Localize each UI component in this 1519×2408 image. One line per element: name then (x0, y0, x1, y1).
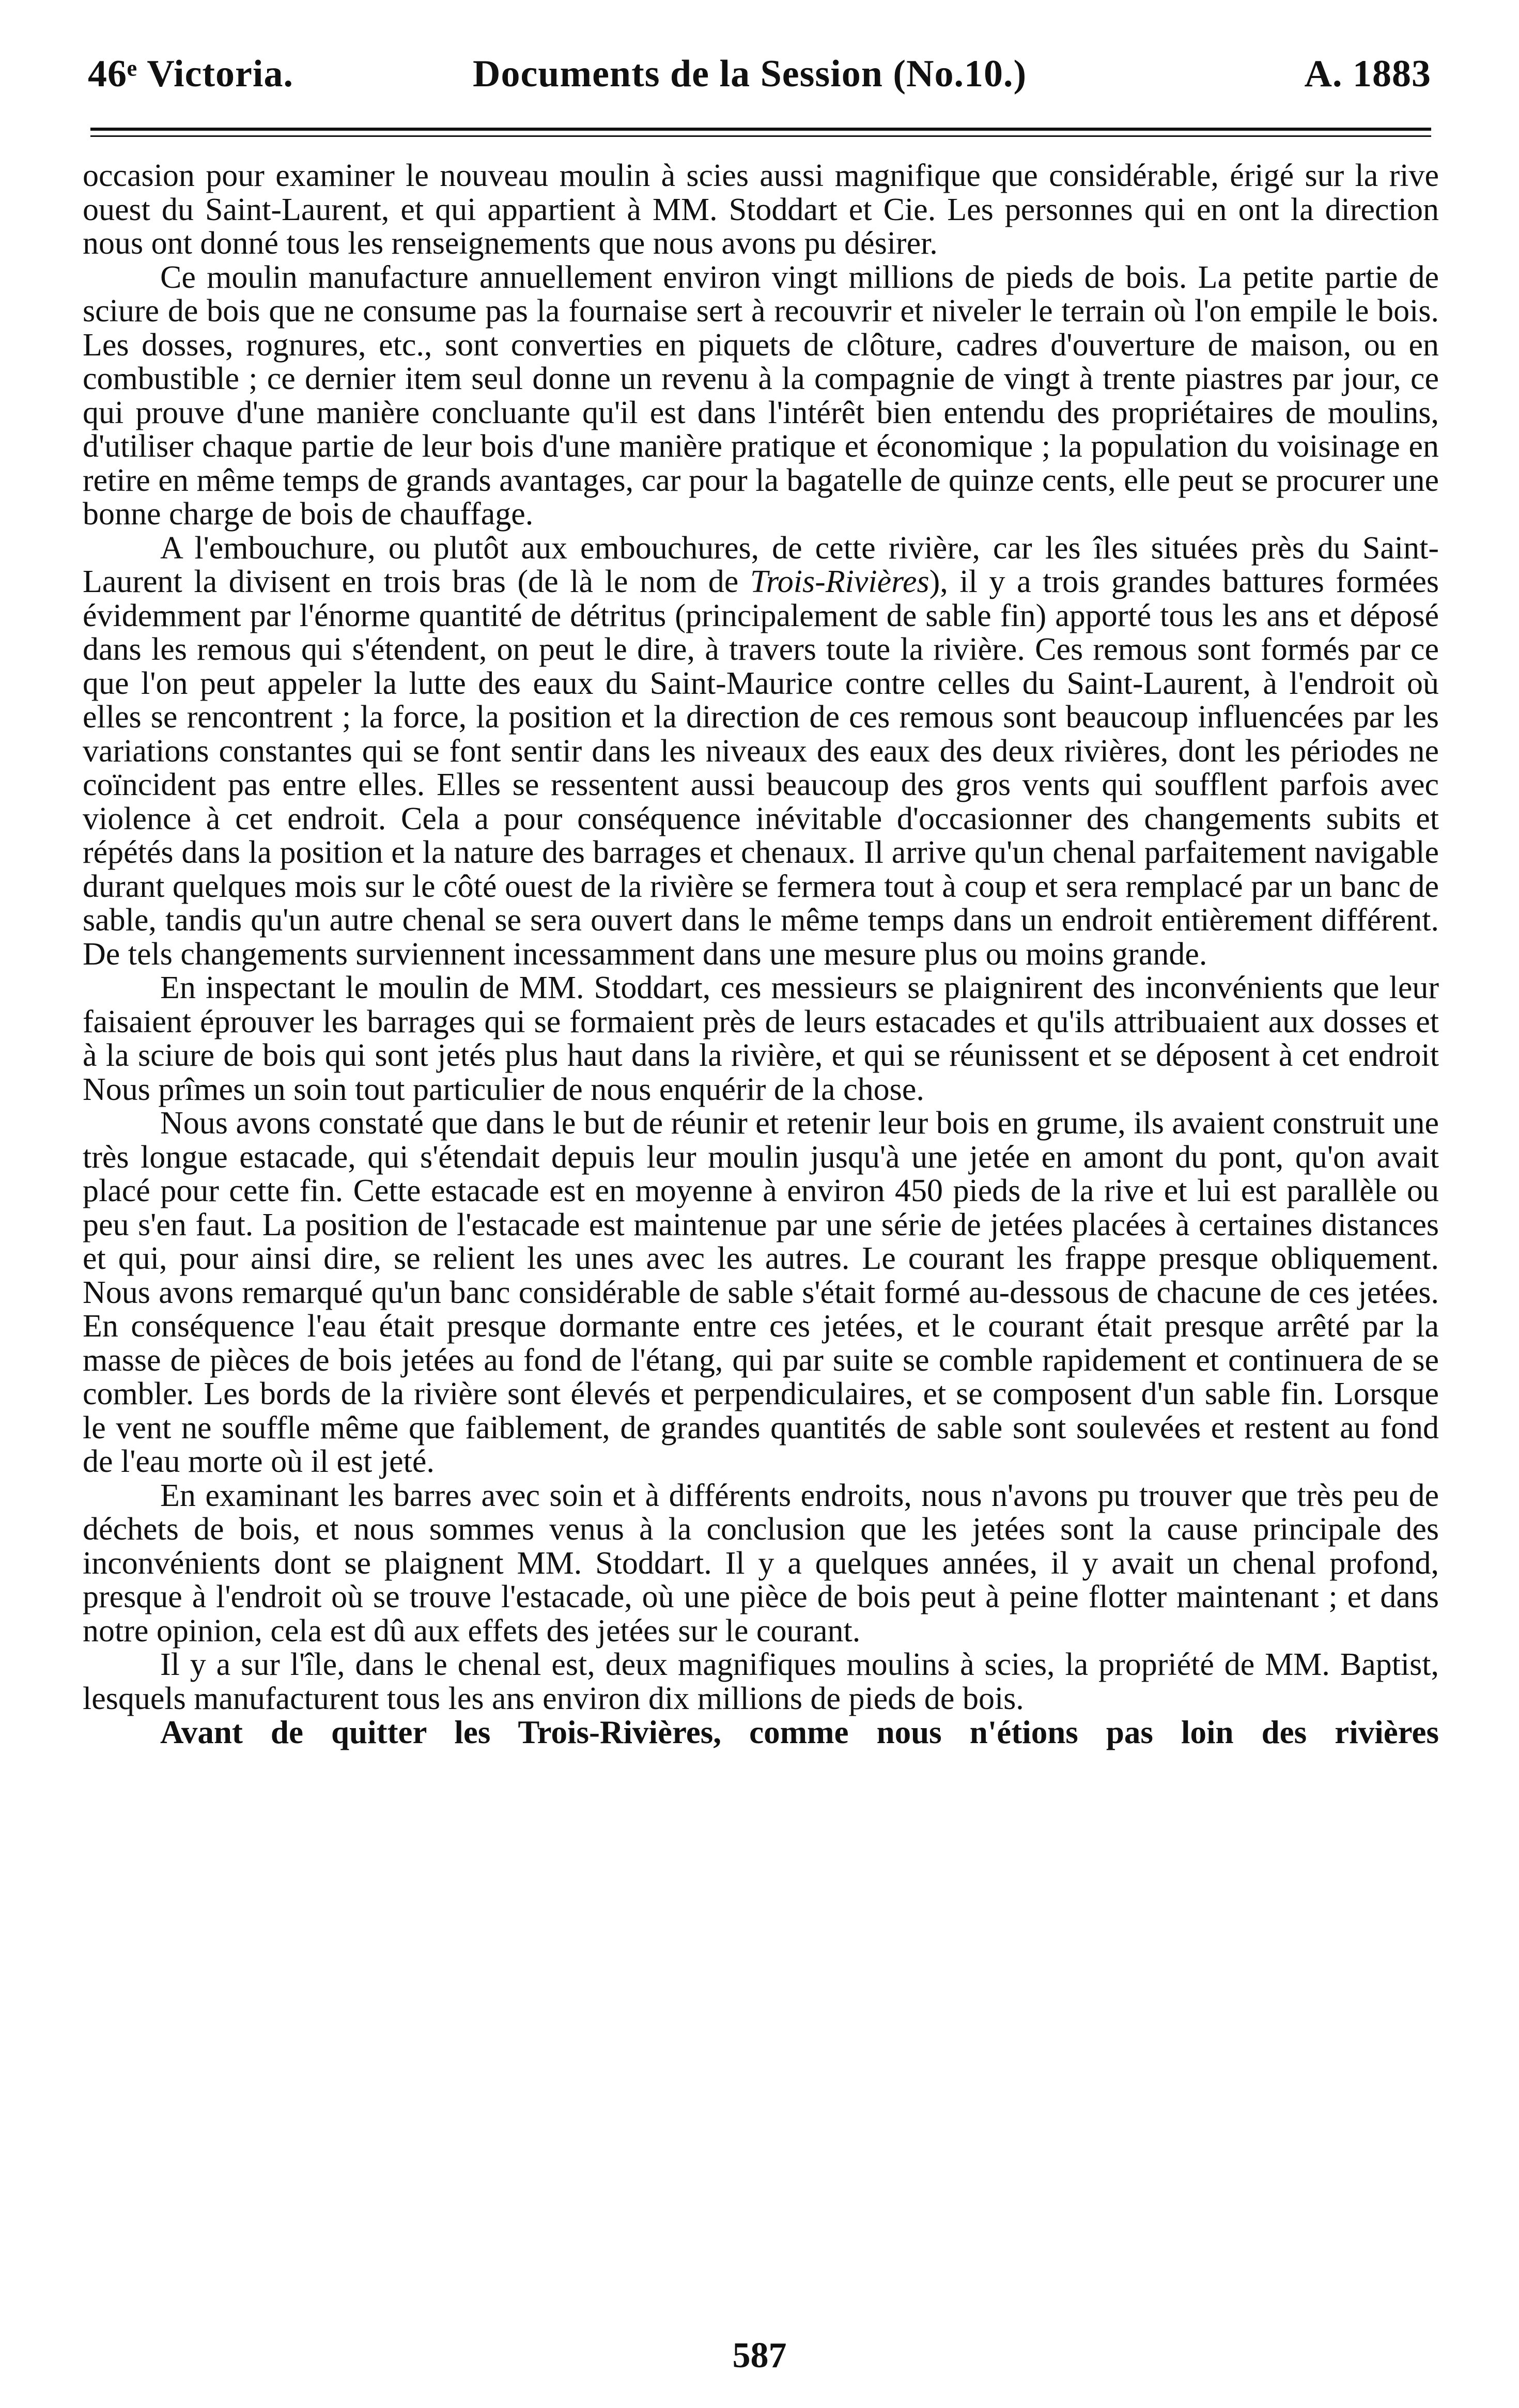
header-rule-thin (90, 135, 1431, 137)
trois-rivieres-italic: Trois-Rivières (750, 564, 929, 599)
page-number: 587 (732, 2336, 787, 2375)
paragraph-7: Il y a sur l'île, dans le chenal est, deux magnifiques moulins à scies, la propriété de MM. Baptist, lesquels manufacturent tous les ans environ dix millions de pieds de bois. (83, 1647, 1439, 1716)
paragraph-8: Avant de quitter les Trois-Rivières, comme nous n'étions pas loin des rivières (160, 1714, 1439, 1750)
paragraph-3 (83, 532, 1439, 972)
header-rule-thick (90, 128, 1431, 131)
paragraph-6: En examinant les barres avec soin et à différents endroits, nous n'avons pu trouver que très peu de déchets de bois, et nous sommes venus à la conclusion que les jetées sont la cause principale des inconvénients dont se plaignent MM. Stoddart. Il y a quelques années, il y avait un chenal profond, presque à l'endroit où se trouve l'estacade, où une pièce de bois peut à peine flotter maintenant ; et dans notre opinion, cela est dû aux effets des jetées sur le courant. (83, 1478, 1439, 1649)
paragraph-1: occasion pour examiner le nouveau moulin à scies aussi magnifique que considérable, érigé sur la rive ouest du Saint-Laurent, et qui appartient à MM. Stoddart et Cie. Les personnes qui en ont la direction nous ont donné tous les renseignements que nous avons pu désirer. (83, 158, 1439, 261)
paragraph-2: Ce moulin manufacture annuellement environ vingt millions de pieds de bois. La petite partie de sciure de bois que ne consume pas la fournaise sert à recouvrir et niveler le terrain où l'on empile le bois. Les dosses, rognures, etc., sont converties en piquets de clôture, cadres d'ouverture de maison, ou en combustible ; ce dernier item seul donne un revenu à la compagnie de vingt à trente piastres par jour, ce qui prouve d'une manière concluante qu'il est dans l'intérêt bien entendu des propriétaires de moulins, d'utiliser chaque partie de leur bois d'une manière pratique et économique ; la population du voisinage en retire en même temps de grands avantages, car pour la bagatelle de quinze cents, elle peut se procurer une bonne charge de bois de chauffage. (83, 259, 1439, 532)
header-volume: 46ᵉ Victoria. (88, 53, 293, 95)
header-year: A. 1883 (1304, 53, 1431, 95)
paragraph-3-part-2: ), il y a trois grandes battures formées évidemment par l'énorme quantité de détritus (principalement de sable fin) apporté tous les ans et déposé dans les remous qui s'étendent, on peut le dire, à travers toute la rivière. Ces remous sont formés par ce que l'on peut appeler la lutte des eaux du Saint-Maurice contre celles du Saint-Laurent, à l'endroit où elles se rencontrent ; la force, la position et la direction de ces remous sont beaucoup influencées par les variations constantes qui se font sentir dans les niveaux des eaux des deux rivières, dont les périodes ne coïncident pas entre elles. Elles se ressentent aussi beaucoup des gros vents qui soufflent parfois avec violence à cet endroit. Cela a pour conséquence inévitable d'occasionner des changements subits et répétés dans la position et la nature des barrages et chenaux. Il arrive qu'un chenal parfaitement navigable durant quelques mois sur le côté ouest de la rivière se fermera tout à coup et sera remplacé par un banc de sable, tandis qu'un autre chenal se sera ouvert dans le même temps dans un endroit entièrement différent. De tels changements surviennent incessamment dans une mesure plus ou moins grande. (83, 564, 1439, 972)
paragraph-5: Nous avons constaté que dans le but de réunir et retenir leur bois en grume, ils avaient construit une très longue estacade, qui s'étendait depuis leur moulin jusqu'à une jetée en amont du pont, qu'on avait placé pour cette fin. Cette estacade est en moyenne à environ 450 pieds de la rive et lui est parallèle ou peu s'en faut. La position de l'estacade est maintenue par une série de jetées placées à certaines distances et qui, pour ainsi dire, se relient les unes avec les autres. Le courant les frappe presque obliquement. Nous avons remarqué qu'un banc considérable de sable s'était formé au-dessous de chacune de ces jetées. En conséquence l'eau était presque dormante entre ces jetées, et le courant était presque arrêté par la masse de pièces de bois jetées au fond de l'étang, qui par suite se comble rapidement et continuera de se combler. Les bords de la rivière sont élevés et perpendiculaires, et se composent d'un sable fin. Lorsque le vent ne souffle même que faiblement, de grandes quantités de sable sont soulevées et restent au fond de l'eau morte où il est jeté. (83, 1106, 1439, 1479)
paragraph-4: En inspectant le moulin de MM. Stoddart, ces messieurs se plaignirent des inconvénients que leur faisaient éprouver les barrages qui se formaient près de leurs estacades et qu'ils attribuaient aux dosses et à la sciure de bois qui sont jetés plus haut dans la rivière, et qui se réunissent et se déposent à cet endroit Nous prîmes un soin tout particulier de nous enquérir de la chose. (83, 970, 1439, 1107)
paragraph-3-part-1: A l'embouchure, ou plutôt aux embouchures, de cette rivière, car les îles situées près du Saint-Laurent la divisent en trois bras (de là le nom de (83, 530, 1439, 599)
body-text (83, 159, 1439, 2277)
header-title: Documents de la Session (No.10.) (473, 53, 1027, 95)
running-header (88, 45, 1431, 102)
